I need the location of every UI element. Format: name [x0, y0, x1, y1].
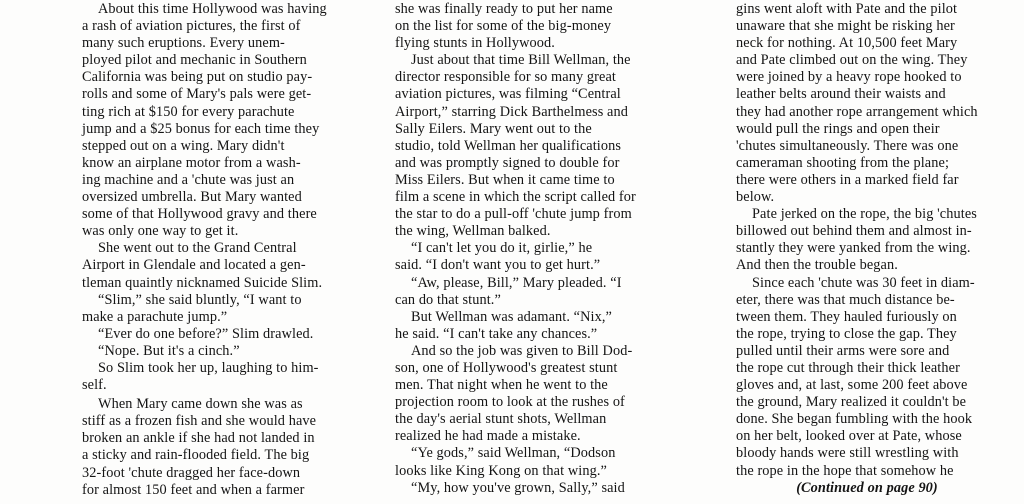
- text-line: When Mary came down she was as: [98, 396, 303, 413]
- text-line: ting rich at $150 for every parachute: [82, 103, 295, 120]
- text-line: the ground, Mary realized it couldn't be: [736, 394, 967, 411]
- text-line: Airport in Glendale and located a gen-: [82, 257, 306, 274]
- text-line: a rash of aviation pictures, the first of: [82, 18, 301, 35]
- text-line: jump and a $25 bonus for each time they: [82, 120, 320, 137]
- text-line: “Aw, please, Bill,” Mary pleaded. “I: [411, 274, 622, 291]
- text-line: “Nope. But it's a cinch.”: [98, 342, 240, 359]
- text-line: the rope, trying to close the gap. They: [736, 325, 957, 342]
- text-line: studio, told Wellman her qualifications: [395, 137, 622, 154]
- text-line: the star to do a pull-off 'chute jump from: [395, 206, 632, 223]
- text-line: gloves and, at last, some 200 feet above: [736, 377, 968, 394]
- text-line: a sticky and rain-flooded field. The big: [82, 447, 310, 464]
- text-line: make a parachute jump.”: [82, 308, 228, 325]
- text-line: the rope cut through their thick leather: [736, 359, 960, 376]
- text-line: there were others in a marked field far: [736, 171, 959, 188]
- text-line: “Ye gods,” said Wellman, “Dodson: [411, 445, 616, 462]
- continued-on-page-note: (Continued on page 90): [796, 479, 938, 496]
- text-line: director responsible for so many great: [395, 69, 616, 86]
- text-line: stepped out on a wing. Mary didn't: [82, 137, 285, 154]
- text-line: leather belts around their waists and: [736, 86, 946, 103]
- text-line: the wing, Wellman balked.: [395, 223, 551, 240]
- text-line: Since each 'chute was 30 feet in diam-: [752, 274, 975, 291]
- text-line: he said. “I can't take any chances.”: [395, 325, 598, 342]
- text-line: done. She began fumbling with the hook: [736, 411, 973, 428]
- text-column-1: [82, 1, 380, 499]
- text-line: rolls and some of Mary's pals were get-: [82, 86, 312, 103]
- text-line: 32-foot 'chute dragged her face-down: [82, 464, 301, 481]
- text-line: stantly they were yanked from the wing.: [736, 240, 971, 257]
- text-line: some of that Hollywood gravy and there: [82, 206, 317, 223]
- text-line: were joined by a heavy rope hooked to: [736, 69, 962, 86]
- text-column-3: [736, 1, 998, 497]
- text-line: aviation pictures, was filming “Central: [395, 86, 621, 103]
- text-line: “Ever do one before?” Slim drawled.: [98, 325, 314, 342]
- text-line: the rope in the hope that somehow he: [736, 462, 954, 479]
- text-line: they had another rope arrangement which: [736, 103, 978, 120]
- text-line: unaware that she might be risking her: [736, 18, 955, 35]
- text-line: many such eruptions. Every unem-: [82, 35, 285, 52]
- text-line: She went out to the Grand Central: [98, 240, 297, 257]
- text-line: “I can't let you do it, girlie,” he: [411, 240, 593, 257]
- text-line: bloody hands were still wrestling with: [736, 445, 959, 462]
- text-line: for almost 150 feet and when a farmer: [82, 481, 305, 498]
- text-line: can do that stunt.”: [395, 291, 501, 308]
- text-line: billowed out behind them and almost in-: [736, 223, 972, 240]
- text-line: projection room to look at the rushes of: [395, 394, 625, 411]
- text-line: son, one of Hollywood's greatest stunt: [395, 359, 618, 376]
- text-line: the day's aerial stunt shots, Wellman: [395, 411, 607, 428]
- text-line: eter, there was that much distance be-: [736, 291, 955, 308]
- text-line: was only one way to get it.: [82, 223, 239, 240]
- text-line: and Pate climbed out on the wing. They: [736, 52, 968, 69]
- text-line: self.: [82, 377, 107, 394]
- text-line: California was being put on studio pay-: [82, 69, 313, 86]
- text-line: But Wellman was adamant. “Nix,”: [411, 308, 612, 325]
- text-line: looks like King Kong on that wing.”: [395, 462, 607, 479]
- text-line: 'chutes simultaneously. There was one: [736, 137, 959, 154]
- text-line: and was promptly signed to double for: [395, 154, 620, 171]
- text-line: film a scene in which the script called for: [395, 189, 636, 206]
- text-line: neck for nothing. At 10,500 feet Mary: [736, 35, 958, 52]
- text-line: Sally Eilers. Mary went out to the: [395, 120, 592, 137]
- text-column-2: [395, 1, 697, 497]
- text-line: tleman quaintly nicknamed Suicide Slim.: [82, 274, 323, 291]
- text-line: About this time Hollywood was having: [98, 1, 327, 17]
- text-line: And then the trouble began.: [736, 257, 898, 274]
- text-line: men. That night when he went to the: [395, 377, 608, 394]
- text-line: “Slim,” she said bluntly, “I want to: [98, 291, 302, 308]
- text-line: gins went aloft with Pate and the pilot: [736, 1, 958, 17]
- text-line: stiff as a frozen fish and she would have: [82, 413, 317, 430]
- text-line: know an airplane motor from a wash-: [82, 154, 301, 171]
- text-line: So Slim took her up, laughing to him-: [98, 359, 319, 376]
- text-line: And so the job was given to Bill Dod-: [411, 342, 633, 359]
- text-line: pulled until their arms were sore and: [736, 342, 950, 359]
- text-line: would pull the rings and open their: [736, 120, 940, 137]
- text-line: Just about that time Bill Wellman, the: [411, 52, 631, 69]
- text-line: said. “I don't want you to get hurt.”: [395, 257, 601, 274]
- text-line: broken an ankle if she had not landed in: [82, 430, 315, 447]
- text-line: “My, how you've grown, Sally,” said: [411, 479, 625, 496]
- text-line: tween them. They hauled furiously on: [736, 308, 957, 325]
- text-line: on the list for some of the big-money: [395, 18, 612, 35]
- text-line: she was finally ready to put her name: [395, 1, 613, 17]
- text-line: ing machine and a 'chute was just an: [82, 171, 295, 188]
- text-line: realized he had made a mistake.: [395, 428, 581, 445]
- text-line: Pate jerked on the rope, the big 'chutes: [752, 206, 977, 223]
- text-line: oversized umbrella. But Mary wanted: [82, 189, 302, 206]
- text-line: Airport,” starring Dick Barthelmess and: [395, 103, 628, 120]
- text-line: flying stunts in Hollywood.: [395, 35, 555, 52]
- text-line: below.: [736, 189, 775, 206]
- text-line: Miss Eilers. But when it came time to: [395, 171, 615, 188]
- text-line: cameraman shooting from the plane;: [736, 154, 950, 171]
- text-line: on her belt, looked over at Pate, whose: [736, 428, 962, 445]
- text-line: ployed pilot and mechanic in Southern: [82, 52, 307, 69]
